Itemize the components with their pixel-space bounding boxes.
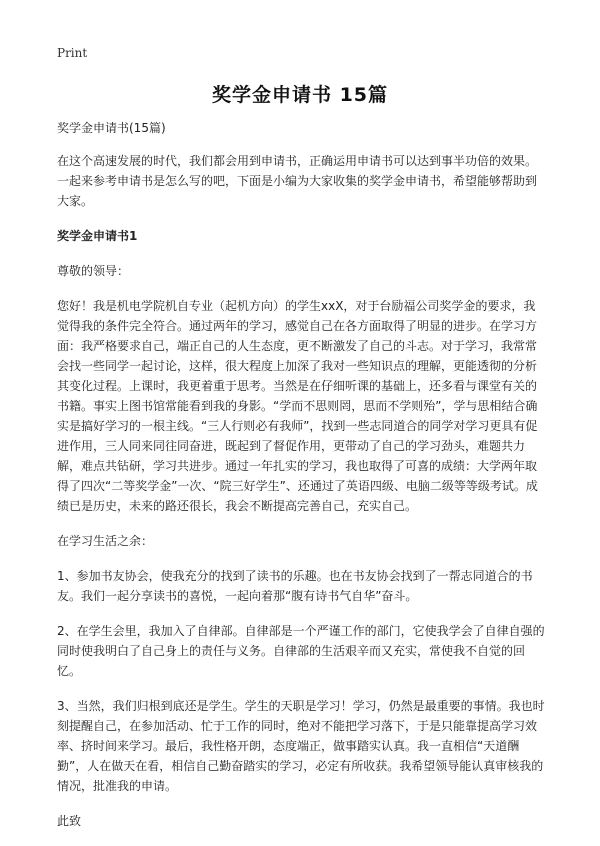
body-paragraph: 3、当然，我们归根到底还是学生。学生的天职是学习！学习，仍然是最重要的事情。我也时刻提醒自己，在参加活动、忙于工作的同时，绝对不能把学习落下，于是只能靠提高学习效率、挤时间来学习。最后，我性格开朗，态度端正，做事踏实认真。我一直相信“天道酬勤”，人在做天在看，相信自己勤奋踏实的学习，必定有所收获。我希望领导能认真审核我的情况，批准我的申请。 (57, 699, 545, 793)
document-body (57, 118, 547, 846)
document-title: 奖学金申请书 15篇 (211, 84, 389, 106)
body-paragraph: 2、在学生会里，我加入了自律部。自律部是一个严谨工作的部门，它使我学会了自律自强的同时使我明白了自己身上的责任与义务。自律部的生活艰辛而又充实，常使我不自觉的回忆。 (57, 624, 545, 678)
closing-line: 此致 (57, 814, 82, 828)
salutation: 尊敬的领导： (57, 264, 130, 278)
print-link[interactable]: Print (57, 46, 88, 60)
body-paragraph: 1、参加书友协会，使我充分的找到了读书的乐趣。也在书友协会找到了一帮志同道合的书友。我们一起分享读书的喜悦，一起向着那“腹有诗书气自华”奋斗。 (57, 569, 533, 603)
document-subtitle: 奖学金申请书(15篇) (57, 121, 166, 135)
intro-paragraph: 在这个高速发展的时代，我们都会用到申请书，正确运用申请书可以达到事半功倍的效果。一起来参考申请书是怎么写的吧，下面是小编为大家收集的奖学金申请书，希望能够帮助到大家。 (57, 154, 538, 208)
body-paragraph: 您好！我是机电学院机自专业（起机方向）的学生xxX，对于台励福公司奖学金的要求，我觉得我的条件完全符合。通过两年的学习，感觉自己在各方面取得了明显的进步。在学习方面：我严格要求自己，端正自己的人生态度，更不断激发了自己的斗志。对于学习，我常常会找一些同学一起讨论，这样，很大程度上加深了我对一些知识点的理解，更能透彻的分析其变化过程。上课时，我更着重于思考。当然是在仔细听课的基础上，还多看与课堂有关的书籍。事实上图书馆常能看到我的身影。“学而不思则罔，思而不学则殆”，学与思相结合确实是搞好学习的一根主线。“三人行则必有我师”，找到一些志同道合的同学对学习更具有促进作用，三人同来同往同奋进，既起到了督促作用，更带动了自己的学习劲头，难题共力解，难点共钻研，学习共进步。通过一年扎实的学习，我也取得了可喜的成绩：大学两年取得了四次“二等奖学金”一次、“院三好学生”、还通过了英语四级、电脑二级等等级考试。成绩已是历史，未来的路还很长，我会不断提高完善自己，充实自己。 (57, 299, 538, 513)
section-heading: 奖学金申请书1 (57, 229, 138, 243)
body-paragraph: 在学习生活之余： (57, 534, 154, 548)
